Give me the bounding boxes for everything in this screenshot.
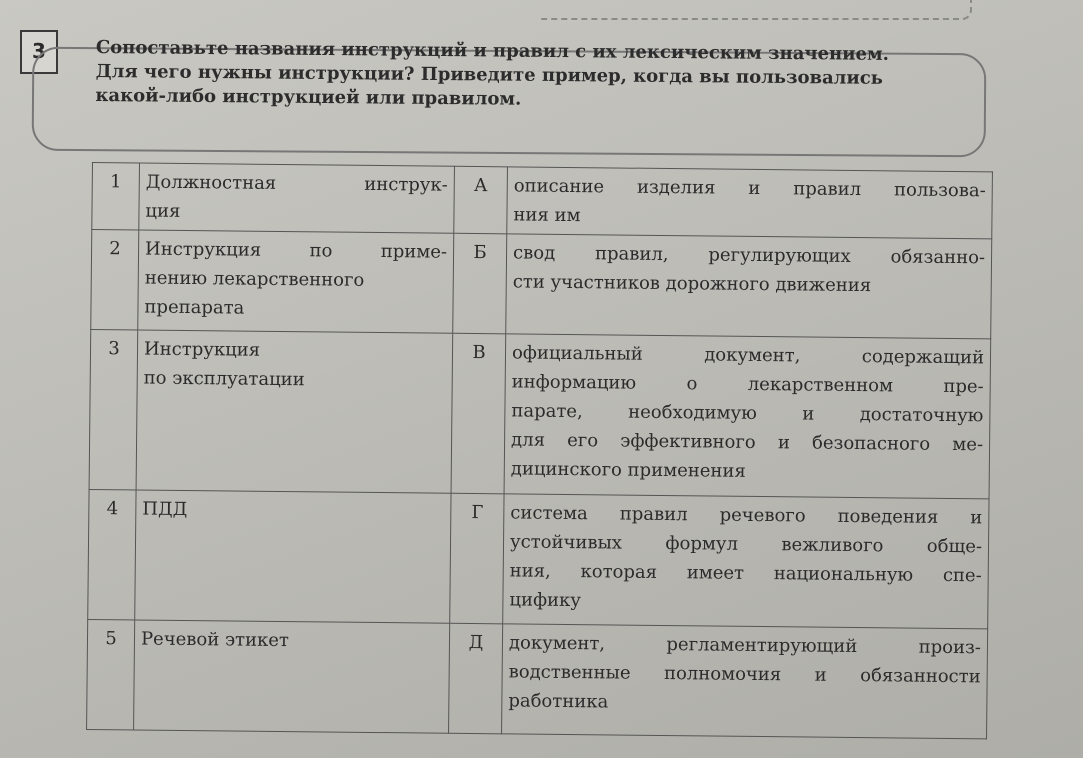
- dashed-border-decoration: [540, 0, 972, 20]
- instruction-name: Инструкция по приме- нению лекарственного препарата: [138, 230, 454, 333]
- meaning-description: система правил речевого поведения и устойчивых формул вежливого обще- ния, которая имеет национальную спе- цифику: [503, 494, 989, 629]
- meaning-description: официальный документ, содержащий информацию о лекарственном пре- парате, необходимую и достаточную для его эффективного и безопасного ме- дицинского применения: [504, 334, 991, 499]
- matching-table: [86, 162, 993, 739]
- row-number: 3: [89, 329, 138, 489]
- task-line: Сопоставьте названия инструкций и правил с их лексическим значением.: [95, 36, 890, 65]
- row-number: 2: [91, 230, 139, 330]
- instruction-name: Инструкция по эксплуатации: [136, 330, 453, 493]
- row-letter: Г: [450, 493, 504, 624]
- row-number: 1: [92, 163, 140, 230]
- task-instruction: [95, 36, 976, 116]
- meaning-description: свод правил, регулирующих обязанно- сти участников дорожного движения: [506, 234, 992, 339]
- table-row: [92, 163, 993, 239]
- instruction-name: ПДД: [135, 490, 451, 623]
- row-number: 5: [87, 619, 135, 729]
- meaning-description: описание изделия и правил пользова- ния им: [507, 167, 993, 239]
- instruction-name: Должностная инструк- ция: [139, 163, 455, 233]
- table-row: [89, 329, 991, 498]
- table-row: [87, 619, 988, 738]
- row-number: 4: [88, 489, 136, 619]
- row-letter: Б: [453, 233, 507, 334]
- instruction-name: Речевой этикет: [134, 620, 450, 733]
- task-line: Для чего нужны инструкции? Приведите пример, когда вы пользовались: [95, 60, 884, 89]
- row-letter: В: [451, 333, 506, 494]
- meaning-description: документ, регламентирующий произ- водственные полномочия и обязанности работника: [502, 624, 988, 739]
- task-number: 3: [20, 30, 58, 74]
- table-row: [91, 230, 992, 339]
- row-letter: А: [454, 166, 508, 234]
- table-row: [88, 489, 989, 628]
- task-line: какой-либо инструкцией или правилом.: [95, 84, 522, 110]
- row-letter: Д: [449, 623, 503, 734]
